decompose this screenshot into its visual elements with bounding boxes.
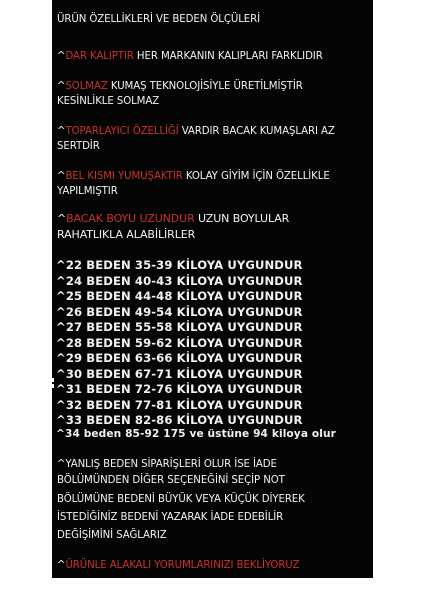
feature-2 [57,81,303,92]
feature-2-highlight: SOLMAZ [65,81,108,92]
size-row: ^22 BEDEN 35-39 KİLOYA UYGUNDUR [56,258,303,272]
feature-1-highlight: DAR KALIPTIR [65,51,134,62]
size-row: ^34 beden 85-92 175 ve üstüne 94 kiloya olur [56,428,336,440]
size-row: ^33 BEDEN 82-86 KİLOYA UYGUNDUR [56,413,303,427]
feature-2-line-2: KESİNLİKLE SOLMAZ [57,96,160,107]
panel-title: ÜRÜN ÖZELLİKLERİ VE BEDEN ÖLÇÜLERİ [57,14,261,25]
notice-line: İSTEDİĞİNİZ BEDENİ YAZARAK İADE EDEBİLİR [57,512,284,523]
notice-line: DEĞİŞİMİNİ SAĞLARIZ [57,530,167,541]
product-info-panel [52,0,373,578]
feature-3-line-2: SERTDİR [57,141,100,152]
size-row: ^30 BEDEN 67-71 KİLOYA UYGUNDUR [56,366,303,381]
feature-1 [57,51,323,62]
feature-5-line-2: RAHATLIKLA ALABİLİRLER [57,228,196,241]
notice-line: BÖLÜMÜNDEN DİĞER SEÇENEĞİNİ SEÇİP NOT [57,475,285,486]
footer-highlight: ÜRÜNLE ALAKALI YORUMLARINIZI BEKLİYORUZ [65,560,300,571]
size-row: ^29 BEDEN 63-66 KİLOYA UYGUNDUR [56,351,303,365]
feature-3 [57,126,335,137]
notice-line: ^YANLIŞ BEDEN SİPARİŞLERİ OLUR İSE İADE [57,459,277,470]
feature-1-prefix: ^ [57,51,66,62]
feature-3-prefix: ^ [57,126,66,137]
footer-note [57,560,299,571]
feature-5-text: UZUN BOYLULAR [194,212,290,225]
feature-4 [57,171,330,182]
size-row: ^32 BEDEN 77-81 KİLOYA UYGUNDUR [56,397,303,412]
feature-5-prefix: ^ [57,212,67,225]
feature-1-text: HER MARKANIN KALIPLARI FARKLIDIR [133,51,323,62]
feature-3-highlight: TOPARLAYICI ÖZELLİĞİ [65,126,179,137]
size-row: ^31 BEDEN 72-76 KİLOYA UYGUNDUR [56,382,303,396]
footer-prefix: ^ [57,560,66,571]
feature-3-text: VARDIR BACAK KUMAŞLARI AZ [178,126,335,137]
size-row: ^26 BEDEN 49-54 KİLOYA UYGUNDUR [56,304,303,319]
feature-4-highlight: BEL KISMI YUMUŞAKTIR [65,171,183,182]
feature-2-text: KUMAŞ TEKNOLOJİSİYLE ÜRETİLMİŞTİR [107,81,303,92]
feature-4-prefix: ^ [57,171,66,182]
size-row: ^25 BEDEN 44-48 KİLOYA UYGUNDUR [56,289,303,303]
size-row: ^28 BEDEN 59-62 KİLOYA UYGUNDUR [56,335,303,350]
notice-line: BÖLÜMÜNE BEDENİ BÜYÜK VEYA KÜÇÜK DİYEREK [57,494,305,505]
edge-mark [52,384,54,388]
size-row: ^24 BEDEN 40-43 KİLOYA UYGUNDUR [56,273,303,288]
feature-5-highlight: BACAK BOYU UZUNDUR [66,212,195,225]
feature-2-prefix: ^ [57,81,66,92]
feature-5 [57,212,289,225]
feature-4-text: KOLAY GİYİM İÇİN ÖZELLİKLE [182,171,330,182]
edge-mark [52,378,54,382]
size-row: ^27 BEDEN 55-58 KİLOYA UYGUNDUR [56,320,303,334]
feature-4-line-2: YAPILMIŞTIR [57,186,118,197]
